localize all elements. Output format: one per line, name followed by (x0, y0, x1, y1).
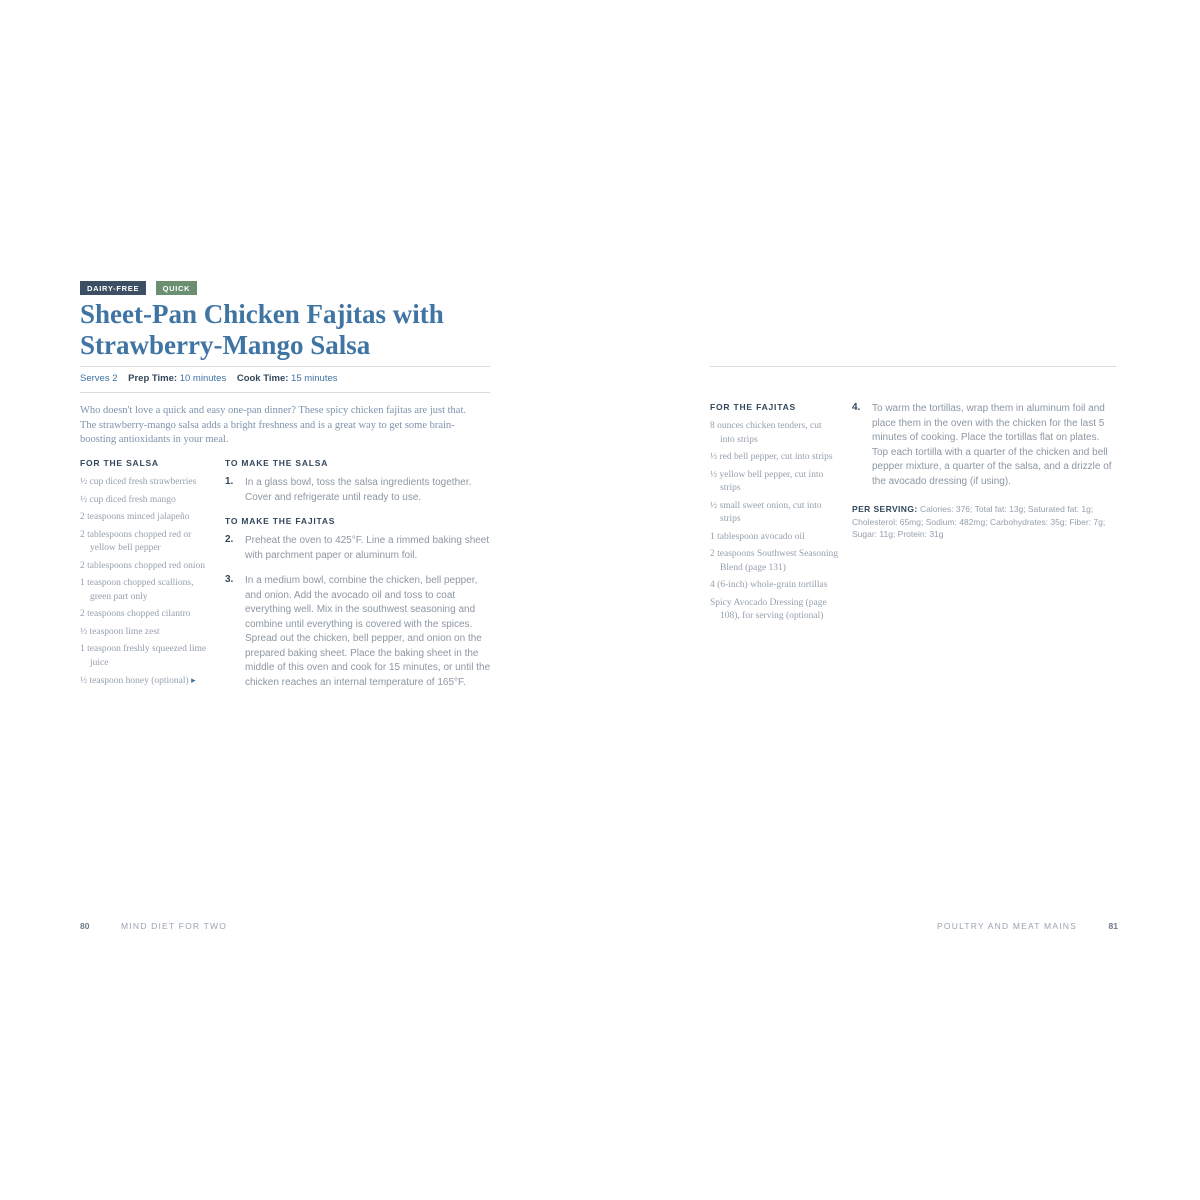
ingredient-item: ½ cup diced fresh strawberries (80, 477, 197, 487)
ingredient-item: 8 ounces chicken tenders, cut into strips (710, 421, 822, 445)
ingredient-item: Spicy Avocado Dressing (page 108), for serving (optional) (710, 597, 827, 621)
step-text: In a medium bowl, combine the chicken, bell pepper, and onion. Add the avocado oil and toss to coat everything well. Mix in the southwest seasoning and combine until everything is covered with the spices. Spread out the chicken, bell pepper, and onion on the prepared baking sheet. Place the baking sheet in the middle of this oven and cook for 15 minutes, or until the chicken reaches an internal temperature of 165°F. (245, 575, 491, 688)
prep-time-value: 10 minutes (179, 373, 227, 384)
recipe-title: Sheet-Pan Chicken Fajitas with Strawberry-Mango Salsa (80, 299, 444, 360)
step-text: Preheat the oven to 425°F. Line a rimmed baking sheet with parchment paper or aluminum foil. (245, 535, 490, 561)
recipe-step (225, 574, 493, 690)
ingredient-item: ½ red bell pepper, cut into strips (710, 452, 833, 462)
per-serving-text: Calories: 376; Total fat: 13g; Saturated fat: 1g; Cholesterol: 65mg; Sodium: 482mg; Carbohydrates: 35g; Fiber: 7g; Sugar: 11g; Protein: 31g (852, 504, 1106, 539)
left-page-number: 80 (80, 921, 90, 931)
step-number: 2. (225, 534, 234, 545)
salsa-ingredients-header: FOR THE SALSA (80, 458, 159, 468)
step4-column (852, 402, 1118, 541)
nutrition-info (852, 503, 1118, 541)
ingredient-item: ½ small sweet onion, cut into strips (710, 500, 822, 524)
prep-time-label: Prep Time: (128, 373, 178, 384)
badge-quick: QUICK (156, 281, 198, 295)
divider (80, 392, 490, 393)
step-number: 4. (852, 402, 861, 413)
recipe-badges (80, 278, 202, 296)
cook-time-label: Cook Time: (236, 373, 289, 384)
recipe-intro: Who doesn't love a quick and easy one-pan dinner? These spicy chicken fajitas are just that. The strawberry-mango salsa adds a bright freshness and is a great way to get some brain-boosting antioxidants in your meal. (80, 405, 466, 445)
ingredient-item: ½ cup diced fresh mango (80, 494, 176, 505)
ingredient-item: 2 tablespoons chopped red onion (80, 560, 206, 571)
step-text: In a glass bowl, toss the salsa ingredients together. Cover and refrigerate until ready to use. (245, 477, 472, 503)
serves-value: Serves 2 (80, 373, 118, 384)
fajitas-ingredients-header: FOR THE FAJITAS (710, 402, 796, 412)
cook-time-value: 15 minutes (291, 373, 338, 384)
recipe-step (225, 534, 493, 563)
ingredient-item: 1 teaspoon chopped scallions, green part only (80, 578, 194, 602)
divider (80, 366, 490, 367)
ingredient-item (80, 674, 212, 689)
ingredient-text: ½ teaspoon honey (optional) (80, 676, 189, 686)
right-page-number: 81 (1108, 921, 1118, 931)
divider (710, 366, 1116, 367)
per-serving-label: PER SERVING: (852, 504, 918, 514)
continue-arrow-icon: ▸ (191, 675, 196, 685)
chapter-title: POULTRY AND MEAT MAINS (937, 921, 1077, 931)
step-number: 1. (225, 476, 234, 487)
method-column (225, 458, 493, 701)
book-title: MIND DIET FOR TWO (121, 921, 228, 931)
ingredient-item: ½ yellow bell pepper, cut into strips (710, 469, 824, 493)
salsa-ingredients-column (80, 458, 212, 693)
right-page-footer (937, 921, 1118, 931)
make-fajitas-header: TO MAKE THE FAJITAS (225, 516, 336, 526)
recipe-step (225, 476, 493, 505)
step-number: 3. (225, 574, 234, 585)
make-salsa-header: TO MAKE THE SALSA (225, 458, 329, 468)
left-page-footer (80, 921, 227, 931)
fajitas-ingredients-column (710, 402, 838, 628)
step-text: To warm the tortillas, wrap them in aluminum foil and place them in the oven with the chicken for the last 5 minutes of cooking. Place the tortillas flat on plates. Top each tortilla with a quarter of the chicken and bell pepper mixture, a quarter of the salsa, and a drizzle of the avocado dressing (if using). (872, 403, 1112, 487)
ingredient-item: 1 teaspoon freshly squeezed lime juice (80, 644, 207, 668)
ingredient-item: 2 teaspoons chopped cilantro (80, 609, 191, 619)
recipe-meta (80, 373, 338, 384)
ingredient-item: 2 teaspoons minced jalapeño (80, 512, 190, 522)
ingredient-item: 2 teaspoons Southwest Seasoning Blend (page 131) (710, 549, 838, 573)
badge-dairy-free: DAIRY-FREE (80, 281, 146, 295)
recipe-step (852, 402, 1118, 489)
ingredient-item: 1 tablespoon avocado oil (710, 531, 805, 542)
ingredient-item: 2 tablespoons chopped red or yellow bell pepper (80, 529, 192, 553)
ingredient-item: 4 (6-inch) whole-grain tortillas (710, 580, 828, 590)
ingredient-item: ½ teaspoon lime zest (80, 626, 160, 637)
